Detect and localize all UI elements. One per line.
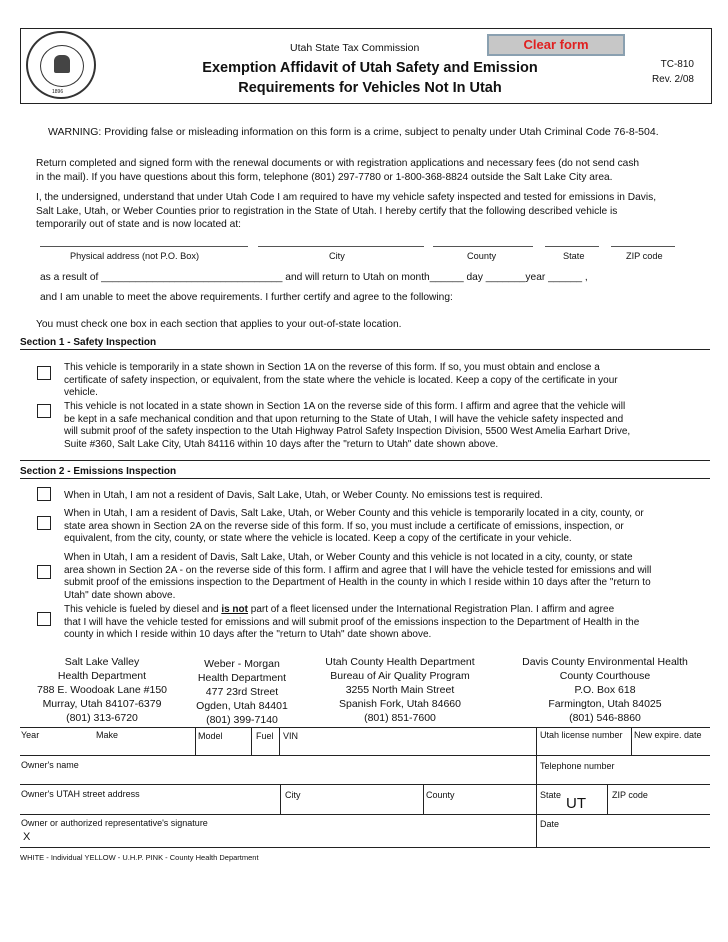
section2-option3-text (64, 552, 700, 602)
grid-bottom-line (20, 847, 710, 848)
grid-divider (536, 727, 537, 847)
copy-distribution-footer: WHITE - Individual YELLOW - U.H.P. PINK - County Health Department (20, 853, 259, 862)
option-line: When in Utah, I am a resident of Davis, Salt Lake, Utah, or Weber County and this vehicle is temporarily located in a city, county, or (64, 508, 644, 519)
state-seal-icon (26, 31, 96, 99)
city-input-line[interactable] (258, 246, 424, 247)
option-line: This vehicle is temporarily in a state shown in Section 1A on the reverse of this form. If so, you must obtain and enclose a (64, 362, 600, 373)
option-line: When in Utah, I am a resident of Davis, Salt Lake, Utah, or Weber County and this vehicle is not located in a city, county, or state (64, 552, 633, 563)
dept-line: Salt Lake Valley (64, 656, 140, 668)
county-label: County (467, 251, 497, 261)
model-field-label: Model (198, 731, 223, 741)
owner-state-value[interactable]: UT (566, 795, 586, 812)
section2-option4-text (64, 604, 700, 642)
owner-city-label: City (285, 790, 301, 800)
county-input-line[interactable] (433, 246, 533, 247)
zip-input-line[interactable] (611, 246, 675, 247)
department-weber-morgan (182, 657, 302, 727)
agency-name: Utah State Tax Commission (290, 42, 420, 54)
instructions-line: in the mail). If you have questions about this form, telephone (801) 297-7780 or 1-800-368-8824 outside the Salt Lake City area. (36, 171, 613, 183)
dept-line: Health Department (197, 672, 287, 684)
dept-line: Farmington, Utah 84025 (548, 698, 662, 710)
form-number: TC-810 (660, 59, 694, 70)
dept-line: (801) 313-6720 (66, 712, 138, 724)
option-line: state area shown in Section 2A on the reverse side of this form. If so, you must include a certificate of emissions, inspection, or (64, 520, 624, 532)
grid-line (20, 755, 710, 756)
option-line: be kept in a safe mechanical condition and that upon returning to the State of Utah, I will have the vehicle safety inspected and (64, 413, 624, 425)
instructions-line: Return completed and signed form with the renewal documents or with registration applications and necessary fees (do not send cash (36, 158, 640, 169)
section2-option2-checkbox[interactable] (37, 516, 51, 530)
date-label: Date (540, 819, 560, 829)
option-line: equivalent, from the city, county, or state where the vehicle is located. Keep a copy of the certificate in your vehicle. (64, 533, 572, 545)
dept-line: 3255 North Main Street (345, 684, 455, 696)
form-revision: Rev. 2/08 (651, 74, 694, 85)
department-davis-county (505, 655, 705, 725)
dept-line: 477 23rd Street (205, 686, 279, 698)
section1-title: Section 1 - Safety Inspection (20, 337, 710, 350)
dept-line: Utah County Health Department (325, 656, 475, 668)
make-field-label: Make (96, 730, 119, 740)
form-title (150, 58, 590, 98)
section1-option2-text (64, 401, 700, 451)
option-line: county in which I reside within 10 days after the "return to Utah" date shown above. (64, 629, 432, 641)
address-input-line[interactable] (40, 246, 248, 247)
option-line: will submit proof of the safety inspection to the Utah Highway Patrol Safety Inspection Division, 5500 West Amelia Earhart Drive, (64, 426, 631, 438)
diesel-emphasis: is not (221, 604, 248, 615)
dept-line: Spanish Fork, Utah 84660 (339, 698, 461, 710)
section2-title: Section 2 - Emissions Inspection (20, 466, 710, 479)
option-line: that I will have the vehicle tested for emissions and will submit proof of the emissions inspection to the Department of Health in the (64, 616, 640, 628)
option-line: submit proof of the emissions inspection to the Department of Health in the county in which I reside within 10 days after the "return to (64, 577, 651, 589)
section2-option1-checkbox[interactable] (37, 487, 51, 501)
option-line (64, 604, 700, 617)
dept-line: Weber - Morgan (204, 658, 280, 670)
state-label: State (563, 251, 585, 261)
dept-line: 788 E. Woodoak Lane #150 (37, 684, 167, 696)
address-label: Physical address (not P.O. Box) (70, 251, 200, 261)
section1-option2-checkbox[interactable] (37, 404, 51, 418)
phone-label: Telephone number (540, 761, 615, 771)
department-salt-lake (22, 655, 182, 725)
option-line: This vehicle is not located in a state shown in Section 1A on the reverse side of this form. I affirm and agree that the vehicle will (64, 401, 626, 412)
form-title-line2: Requirements for Vehicles Not In Utah (238, 80, 502, 96)
dept-line: Murray, Utah 84107-6379 (42, 698, 162, 710)
dept-line: Davis County Environmental Health (522, 656, 688, 668)
dept-line: (801) 546-8860 (569, 712, 641, 724)
dept-line: P.O. Box 618 (574, 684, 636, 696)
dept-line: County Courthouse (559, 670, 651, 682)
expire-field-label: New expire. date (634, 730, 702, 740)
warning-text: WARNING: Providing false or misleading information on this form is a crime, subject to penalty under Utah Criminal Code 76-8-504. (48, 126, 659, 138)
grid-divider (631, 727, 632, 755)
vin-field-label: VIN (283, 731, 299, 741)
grid-line (20, 814, 710, 815)
section2-option3-checkbox[interactable] (37, 565, 51, 579)
zip-label: ZIP code (626, 251, 663, 261)
check-note: You must check one box in each section that applies to your out-of-state location. (36, 319, 402, 330)
grid-divider (423, 784, 424, 814)
affirmation-line: I, the undersigned, understand that under Utah Code I am required to have my vehicle safety inspected and tested for emissions in Davis, (36, 192, 657, 203)
dept-line: (801) 851-7600 (364, 712, 436, 724)
instructions (36, 157, 639, 184)
option-line: When in Utah, I am not a resident of Davis, Salt Lake, Utah, or Weber County. No emissions test is required. (64, 490, 543, 501)
license-field-label: Utah license number (540, 730, 623, 740)
signature-mark: X (23, 831, 31, 843)
dept-line: Bureau of Air Quality Program (330, 670, 470, 682)
grid-divider (280, 784, 281, 814)
dept-line: Health Department (57, 670, 147, 682)
seal-year: 1896 (52, 89, 64, 95)
city-label: City (329, 251, 345, 261)
street-label: Owner's UTAH street address (21, 789, 140, 799)
owner-county-label: County (426, 790, 455, 800)
form-number-block (638, 57, 694, 87)
result-line: as a result of ________________________________ and will return to Utah on month______ day _______year ______ , (40, 272, 588, 283)
unable-line: and I am unable to meet the above requirements. I further certify and agree to the following: (40, 292, 453, 303)
option-line: Suite #360, Salt Lake City, Utah 84116 within 10 days after the "return to Utah" date shown above. (64, 438, 499, 450)
fuel-field-label: Fuel (256, 731, 274, 741)
diesel-text: part of a fleet licensed under the International Registration Plan. I affirm and agree (247, 604, 615, 615)
state-input-line[interactable] (545, 246, 599, 247)
affirmation-line: temporarily out of state and is now located at: (36, 219, 241, 230)
grid-divider (251, 727, 252, 755)
option-line: Utah" date shown above. (64, 589, 176, 601)
option-line: certificate of safety inspection, or equivalent, from the state where the vehicle is located. Keep a copy of the certificate in your (64, 374, 618, 386)
dept-line: Ogden, Utah 84401 (196, 700, 288, 712)
clear-form-button[interactable]: Clear form (487, 34, 625, 56)
department-utah-county (310, 655, 490, 725)
section-divider (20, 460, 710, 461)
option-line: vehicle. (64, 387, 98, 399)
form-title-line1: Exemption Affidavit of Utah Safety and Emission (202, 60, 538, 76)
signature-label: Owner or authorized representative's signature (21, 818, 208, 828)
owner-state-label: State (540, 790, 562, 800)
section2-option1-text (64, 490, 700, 503)
year-field-label: Year (21, 730, 40, 740)
affirmation-line: Salt Lake, Utah, or Weber Counties prior to registration in the State of Utah. I hereby certify that the following described vehicle is (36, 205, 618, 217)
owner-name-label: Owner's name (21, 760, 79, 770)
grid-divider (607, 784, 608, 814)
option-line: area shown in Section 2A - on the reverse side of this form. I affirm and agree that I will have the vehicle tested for emissions and will (64, 564, 652, 576)
section1-option1-text (64, 362, 700, 400)
diesel-text: This vehicle is fueled by diesel and (64, 604, 222, 615)
grid-divider (279, 727, 280, 755)
section1-option1-checkbox[interactable] (37, 366, 51, 380)
section2-option2-text (64, 508, 700, 546)
owner-zip-label: ZIP code (612, 790, 648, 800)
dept-line: (801) 399-7140 (206, 714, 278, 726)
affirmation (36, 191, 656, 232)
section2-option4-checkbox[interactable] (37, 612, 51, 626)
grid-divider (195, 727, 196, 755)
grid-top-line (20, 727, 710, 728)
